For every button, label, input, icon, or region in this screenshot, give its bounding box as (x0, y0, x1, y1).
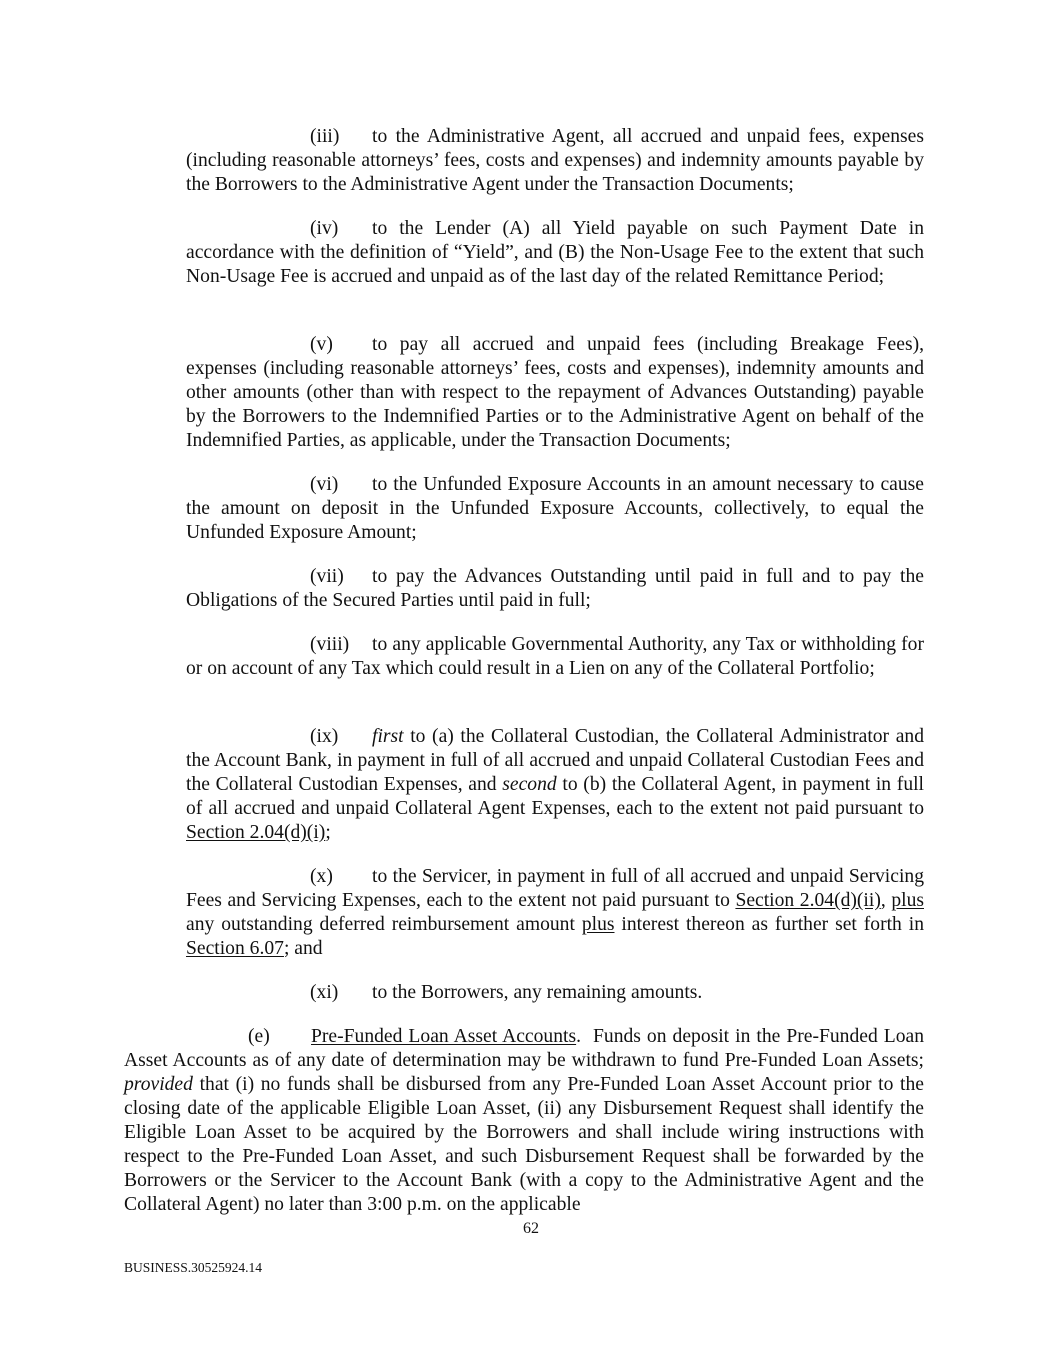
section-text: Funds on deposit in the Pre-Funded Loan Asset Accounts as of any date of determination may be withdrawn to fund Pre-Funded Loan Assets; (124, 1026, 929, 1071)
clause-text: ; (325, 822, 331, 843)
clause-text: ; and (283, 938, 323, 959)
clause-x (186, 865, 924, 961)
clause-v (186, 333, 924, 453)
section-e (124, 1025, 929, 1217)
emphasis-first: first (372, 726, 404, 747)
clause-text: to the Servicer, in payment in full of all accrued and unpaid Servicing Fees and Servicing Expenses, each to the extent not paid pursuant to (186, 866, 924, 911)
plus-term: plus (891, 890, 924, 911)
emphasis-provided: provided (124, 1074, 193, 1095)
clause-number: (vi) (310, 474, 339, 495)
clause-iii (186, 125, 924, 197)
clause-text: to the Lender (A) all Yield payable on such Payment Date in accordance with the definition of “Yield”, and (B) the Non-Usage Fee to the extent that such Non-Usage Fee is accrued and unpaid as of the last day of the related Remittance Period; (186, 218, 924, 287)
clause-number: (viii) (310, 634, 350, 655)
clause-number: (x) (310, 866, 333, 887)
clause-viii (186, 633, 924, 681)
plus-term: plus (581, 914, 615, 935)
section-number: (e) (248, 1026, 270, 1047)
emphasis-second: second (502, 774, 557, 795)
section-heading: Pre-Funded Loan Asset Accounts (311, 1026, 577, 1047)
section-reference-link[interactable]: Section 2.04(d)(i) (186, 822, 326, 843)
clause-number: (xi) (310, 982, 339, 1003)
clause-text: to the Borrowers, any remaining amounts. (372, 982, 703, 1003)
clause-text: interest thereon as further set forth in (614, 914, 925, 935)
clause-text: to any applicable Governmental Authority, any Tax or withholding for or on account of any Tax which could result in a Lien on any of the Collateral Portfolio; (186, 634, 924, 679)
clause-vi (186, 473, 924, 545)
clause-text: , (880, 890, 892, 911)
clause-xi (186, 981, 924, 1005)
clause-text: to (a) the Collateral Custodian, the Collateral Administrator and the Account Bank, in payment in full of all accrued and unpaid Collateral Custodian Fees and the Collateral Custodian Expenses, and (186, 726, 924, 795)
clause-number: (ix) (310, 726, 339, 747)
clause-text: to pay the Advances Outstanding until paid in full and to pay the Obligations of the Secured Parties until paid in full; (186, 566, 924, 611)
section-text: that (i) no funds shall be disbursed from any Pre-Funded Loan Asset Account prior to the closing date of the applicable Eligible Loan Asset, (ii) any Disbursement Request shall identify the Eligible Loan Asset to be acquired by the Borrowers and shall include wiring instructions with respect to the Pre-Funded Loan Asset, and such Disbursement Request shall be forwarded by the Borrowers or the Servicer to the Account Bank (with a copy to the Administrative Agent and the Collateral Agent) no later than 3:00 p.m. on the applicable (124, 1074, 924, 1215)
section-reference-link[interactable]: Section 6.07 (186, 938, 284, 959)
clause-text: to the Unfunded Exposure Accounts in an amount necessary to cause the amount on deposit in the Unfunded Exposure Accounts, collectively, to equal the Unfunded Exposure Amount; (186, 474, 924, 543)
clause-ix (186, 725, 924, 845)
document-footer-id: BUSINESS.30525924.14 (124, 1260, 263, 1275)
clause-number: (v) (310, 334, 333, 355)
section-reference-link[interactable]: Section 2.04(d)(ii) (735, 890, 881, 911)
section-text: . (576, 1026, 581, 1047)
clause-vii (186, 565, 924, 613)
page-number: 62 (523, 1220, 539, 1237)
clause-text: to (b) the Collateral Agent, in payment in full of all accrued and unpaid Collateral Agent Expenses, each to the extent not paid pursuant to (186, 774, 925, 819)
clause-text: any outstanding deferred reimbursement amount (186, 914, 582, 935)
clause-number: (iv) (310, 218, 339, 239)
clause-number: (iii) (310, 126, 340, 147)
clause-iv (186, 217, 924, 289)
clause-text: to the Administrative Agent, all accrued and unpaid fees, expenses (including reasonable attorneys’ fees, costs and expenses) and indemnity amounts payable by the Borrowers to the Administrative Agent under the Transaction Documents; (186, 126, 924, 195)
clause-text: to pay all accrued and unpaid fees (including Breakage Fees), expenses (including reasonable attorneys’ fees, costs and expenses), indemnity amounts and other amounts (other than with respect to the repayment of Advances Outstanding) payable by the Borrowers to the Indemnified Parties or to the Administrative Agent on behalf of the Indemnified Parties, as applicable, under the Transaction Documents; (186, 334, 924, 451)
clause-number: (vii) (310, 566, 344, 587)
